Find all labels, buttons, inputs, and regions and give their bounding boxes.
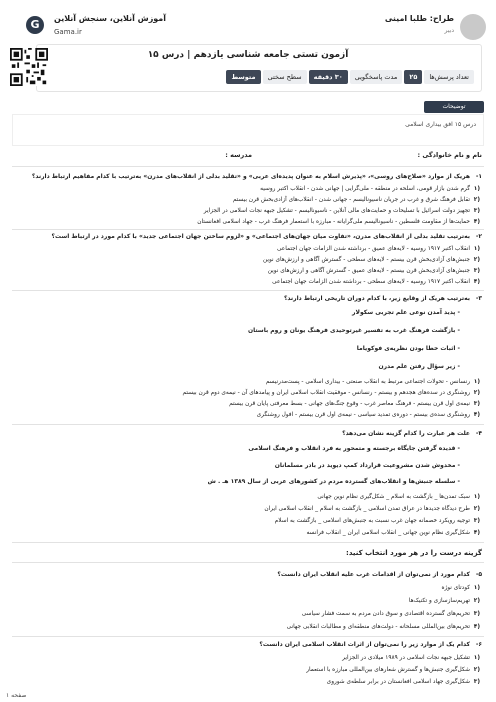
option[interactable]: (۱ کودتای نوژه — [441, 585, 480, 591]
option[interactable]: (۴ شکل‌گیری نظام نوین جهانی _ انقلاب اسلامی ایران _ انقلاب فرانسه — [306, 530, 480, 536]
option[interactable]: (۳ نیمه‌ی اول قرن بیستم - فرهنگ معاصر غرب - وقوع جنگ‌های جهانی - بسط معرفتی پایان قرن بیستم — [229, 401, 480, 407]
divider — [12, 166, 484, 167]
statement: - مخدوش شدن مشروعیت قرارداد کمپ دیوید در بادر مسلمانان — [274, 462, 460, 469]
option[interactable]: (۳ توجیه رویکرد خصمانه جهان غرب نسبت به جنبش‌های اسلامی _ بازگشت به اسلام — [274, 518, 480, 524]
option[interactable]: (۱ تشکیل جبهه نجات اسلامی در ۱۹۸۹ میلادی در الجزایر — [342, 655, 480, 661]
option[interactable]: (۱ گرم شدن بازار قومی، اسلحه در منطقه - ملی‌گرایی | جهانی شدن - انقلاب اکتبر روسیه — [260, 186, 480, 192]
divider — [12, 424, 484, 425]
statement: - پدید آمدن نوعی علم تجربی سکولار — [352, 309, 460, 316]
question-text: کدام مورد از نمی‌توان از اقدامات غرب علیه انقلاب ایران دانست؟ — [277, 571, 470, 578]
option[interactable]: (۱ انقلاب اکتبر ۱۹۱۷ روسیه - لایه‌های عمیق - برداشته شدن الزامات جهان اجتماعی — [276, 246, 480, 252]
chip-duration-value: ۳۰ دقیقه — [309, 70, 348, 84]
school-label: مدرسه : — [225, 151, 252, 159]
option[interactable]: (۲ شکل‌گیری جنبش‌ها و گسترش شعارهای بین‌المللی مبارزه با استعمار — [306, 667, 480, 673]
statement: - زیر سؤال رفتن علم مدرن — [378, 363, 460, 370]
site-name: آموزش آنلاین، سنجش آنلاین — [54, 14, 167, 23]
option[interactable]: (۳ تجهیز دولت اسرائیل با تسلیحات و حمایت‌های مالی آنلاین - ناسیونالیسم - تشکیل جبهه نجات اسلامی در الجزایر — [203, 208, 480, 214]
chip-question-count-value: ۲۵ — [404, 70, 422, 84]
question-number: ۲- — [475, 233, 482, 240]
question-number: ۶- — [475, 641, 482, 648]
option[interactable]: (۴ حمایت‌ها از مقاومت فلسطین - ناسیونالیسم ملی‌گرایانه - مبارزه با استعمار فرهنگ غرب - جهاد اسلامی افغانستان — [197, 219, 480, 225]
option[interactable]: (۴ روشنگری سده‌ی بیستم - دوره‌ی تمدید سیاسی - نیمه‌ی اول قرن بیستم - افول روشنگری — [256, 412, 480, 418]
option[interactable]: (۲ روشنگری در سده‌های هجدهم و بیستم - رنسانس - موفقیت انقلاب اسلامی ایران و پیامدهای آن - نیمه‌ی دوم قرن بیستم — [182, 390, 480, 396]
question-number: ۳- — [475, 295, 482, 302]
option[interactable]: (۴ تحریم‌های بین‌المللی مسلحانه - دولت‌های منطقه‌ای و مطالبات انقلابی جهانی — [286, 624, 480, 630]
option[interactable]: (۲ تقابل فرهنگ شرق و غرب در جریان ناسیونالیسم - جهانی شدن - انقلاب‌های آزادی‌بخش قرن بیستم — [232, 197, 480, 203]
question-number: ۱- — [475, 173, 482, 180]
designer-role: دبیر — [444, 27, 454, 34]
chip-question-count-label: تعداد پرسش‌ها — [424, 70, 474, 84]
statement: - سلسله جنبش‌ها و انقلاب‌های گسترده مردم در کشورهای عربی از سال ۱۳۸۹ هـ . ش — [207, 478, 460, 485]
option[interactable]: (۳ شکل‌گیری جهاد اسلامی افغانستان در برابر سلطه‌ی شوروی — [326, 679, 480, 685]
chip-difficulty-label: سطح سختی — [263, 70, 307, 84]
question-text: هریک از موارد «صلاح‌های روسی»، «پذیرش اسلام به عنوان پدیده‌ای عربی» و «تقلید بدلی از انقلاب‌های مدرن» به‌ترتیب با کدام مفاهیم ارتباط دارند؟ — [31, 173, 470, 180]
divider — [12, 562, 484, 563]
topic-text: درس ۱۵ افق بیداری اسلامی — [405, 121, 476, 128]
statement: - اثبات خطا بودن نظریه‌ی فوکویاما — [356, 345, 460, 352]
statement: - بازگشت فرهنگ غرب به تفسیر غیرتوحیدی فرهنگ یونان و روم باستان — [247, 327, 460, 334]
exam-title: آزمون تستی جامعه شناسی یازدهم | درس ۱۵ — [147, 50, 349, 60]
avatar — [460, 14, 486, 40]
section-badge: توضیحات — [424, 101, 484, 113]
question-number: ۵- — [475, 571, 482, 578]
question-text: کدام یک از موارد زیر را نمی‌توان از اثرات انقلاب اسلامی ایران دانست؟ — [259, 641, 470, 648]
question-text: علت هر عبارت را کدام گزینه نشان می‌دهد؟ — [342, 430, 470, 437]
topic-box — [12, 114, 484, 146]
section-instructions: گزینه درست را در هر مورد انتخاب کنید: — [346, 549, 482, 557]
option[interactable]: (۲ طرح دیدگاه جدیدها در عراق تمدن اسلامی _ بازگشت به اسلام _ انقلاب اسلامی ایران — [264, 506, 480, 512]
page-header — [0, 10, 496, 42]
designer-name: طراح: طلبا امینی — [384, 14, 454, 23]
exam-meta-chips — [60, 70, 474, 84]
option[interactable]: (۴ انقلاب اکتبر ۱۹۱۷ روسیه - لایه‌های سطحی - برداشته شدن الزامات جهان اجتماعی — [272, 279, 480, 285]
question-number: ۴- — [475, 430, 482, 437]
option[interactable]: (۳ جنبش‌های آزادی‌بخش قرن بیستم - لایه‌های عمیق - گسترش آگاهی و ارزش‌های نوین — [267, 268, 480, 274]
site-url[interactable]: Gama.ir — [54, 28, 82, 36]
student-name-label: نام و نام خانوادگی : — [417, 151, 482, 159]
option[interactable]: (۳ تحریم‌های گسترده اقتصادی و سوق دادن مردم به سمت فشار سیاسی — [301, 611, 480, 617]
chip-duration-label: مدت پاسخگویی — [350, 70, 403, 84]
statement: - قدیده گرفتن جایگاه برجسته و متمحور به فرد انقلاب و فرهنگ اسلامی — [248, 445, 460, 452]
chip-difficulty-value: متوسط — [226, 70, 260, 84]
option[interactable]: (۲ جنبش‌های آزادی‌بخش قرن بیستم - لایه‌های سطحی - گسترش آگاهی و ارزش‌های نوین — [262, 257, 480, 263]
divider — [12, 542, 484, 543]
question-text: به‌ترتیب تقلید بدلی از انقلاب‌های مدرن، «تفاوت میان جهان‌های اجتماعی» و «لزوم ساختن جهان اجتماعی جدید» با کدام مورد در ارتباط است؟ — [51, 233, 470, 240]
option[interactable]: (۲ تهریم‌ساز‌سازی و تکنیک‌ها — [408, 598, 480, 604]
option[interactable]: (۱ رنسانس - تحولات اجتماعی مرتبط به انقلاب صنعتی - بیداری اسلامی - پست‌مدرنیسم — [265, 379, 480, 385]
gama-logo-icon: G — [26, 16, 44, 34]
divider — [12, 290, 484, 291]
page-number: صفحه ۱ — [6, 692, 27, 699]
student-info-row — [14, 151, 482, 163]
option[interactable]: (۱ سبک تمدن‌ها _ بازگشت به اسلام _ شکل‌گیری نظام نوین جهانی — [317, 494, 480, 500]
divider — [12, 636, 484, 637]
question-text: به‌ترتیب هریک از وقایع زیر، با کدام دوران تاریخی ارتباط دارند؟ — [283, 295, 470, 302]
divider — [12, 229, 484, 230]
